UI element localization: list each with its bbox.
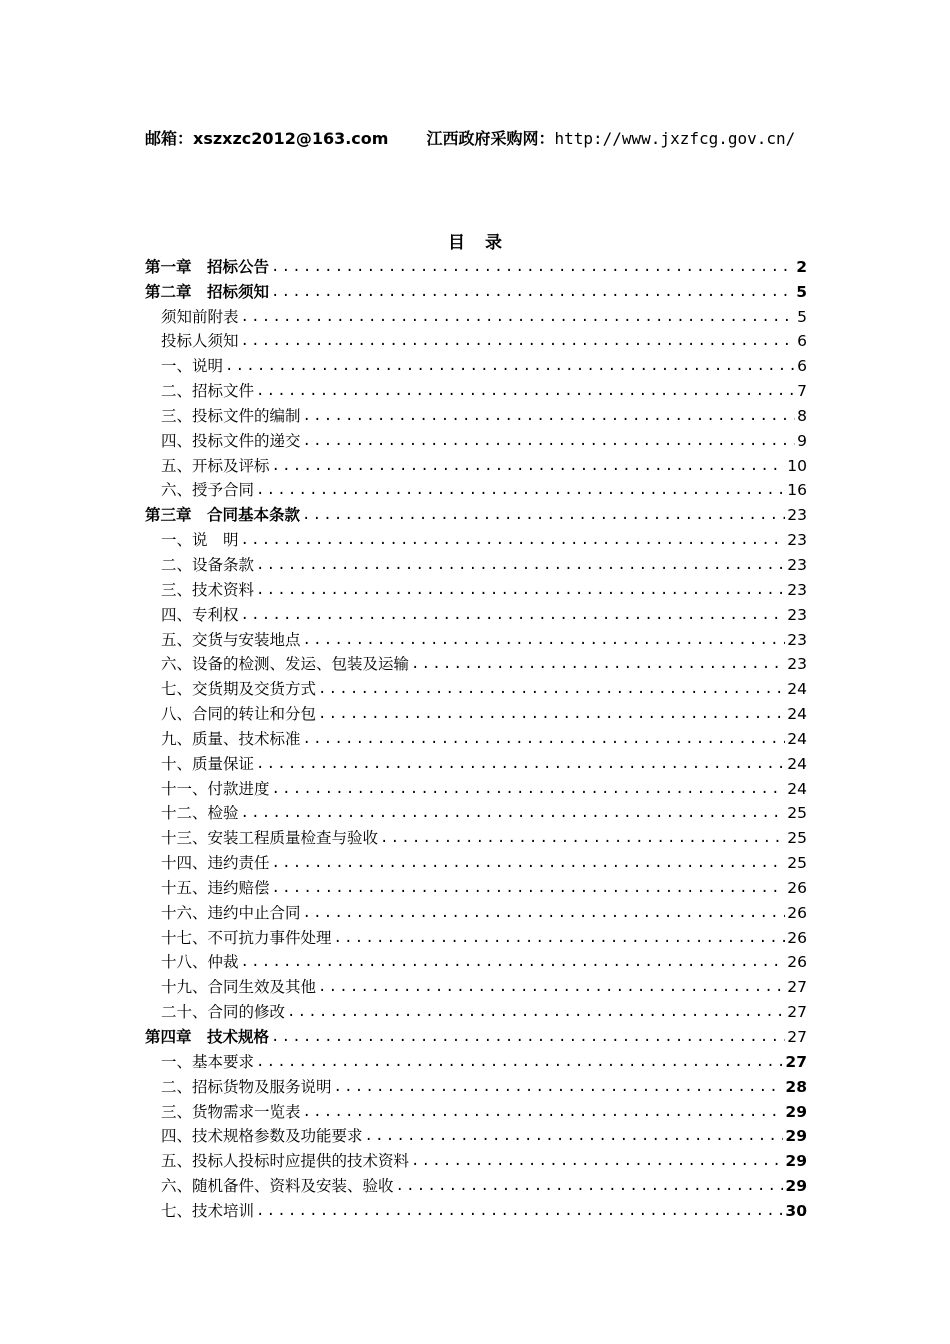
toc-entry-page: 23 — [787, 531, 807, 550]
toc-entry[interactable] — [145, 948, 807, 973]
toc-entry-page: 6 — [797, 357, 807, 376]
toc-entry[interactable] — [145, 625, 807, 650]
toc-entry[interactable] — [145, 674, 807, 699]
toc-leader — [241, 531, 786, 550]
toc-entry[interactable] — [145, 600, 807, 625]
toc-leader — [225, 357, 795, 376]
toc-entry-text: 五、开标及评标 — [161, 456, 270, 475]
toc-leader — [256, 1202, 783, 1221]
toc-entry-page: 29 — [785, 1152, 807, 1171]
toc-entry-text: 六、随机备件、资料及安装、验收 — [161, 1177, 394, 1196]
toc-entry-text: 十三、安装工程质量检查与验收 — [161, 829, 379, 848]
toc-entry-text: 五、交货与安装地点 — [161, 630, 301, 649]
site-url: http://www.jxzfcg.gov.cn/ — [554, 129, 796, 148]
toc-entry-text: 十六、违约中止合同 — [161, 903, 301, 922]
toc-entry-page: 24 — [787, 779, 807, 798]
toc-entry[interactable] — [145, 1196, 807, 1221]
toc-entry[interactable] — [145, 724, 807, 749]
toc-entry-page: 23 — [787, 605, 807, 624]
toc-entry-page: 27 — [785, 1052, 807, 1071]
toc-leader — [272, 854, 786, 873]
toc-entry-text: 第二章 招标须知 — [145, 282, 270, 301]
toc-entry-text: 须知前附表 — [161, 307, 239, 326]
toc-entry[interactable] — [145, 848, 807, 873]
toc-leader — [241, 804, 786, 823]
toc-leader — [272, 780, 786, 799]
toc-entry-text: 十二、检验 — [161, 804, 239, 823]
toc-leader — [318, 705, 785, 724]
toc-leader — [318, 978, 785, 997]
toc-entry-text: 二、招标文件 — [161, 382, 255, 401]
toc-entry-text: 六、设备的检测、发运、包装及运输 — [161, 655, 410, 674]
toc-entry[interactable] — [145, 327, 807, 352]
toc-entry-text: 十一、付款进度 — [161, 779, 270, 798]
toc-entry-text: 投标人须知 — [161, 332, 239, 351]
toc-leader — [241, 606, 786, 625]
toc-leader — [241, 308, 796, 327]
toc-leader — [241, 953, 786, 972]
toc-entry-text: 二、设备条款 — [161, 555, 255, 574]
toc-entry-page: 24 — [787, 754, 807, 773]
toc-leader — [302, 506, 785, 525]
toc-entry-page: 26 — [787, 903, 807, 922]
toc-leader — [334, 1078, 784, 1097]
toc-entry-page: 23 — [787, 580, 807, 599]
toc-entry-page: 24 — [787, 680, 807, 699]
toc-entry-page: 26 — [787, 953, 807, 972]
toc-leader — [271, 258, 794, 277]
toc-leader — [380, 829, 785, 848]
toc-entry-text: 一、说明 — [161, 357, 224, 376]
toc-entry[interactable] — [145, 1072, 807, 1097]
toc-entry[interactable] — [145, 351, 807, 376]
toc-title-left: 目 — [448, 233, 465, 253]
toc-entry[interactable] — [145, 749, 807, 774]
toc-entry[interactable] — [145, 972, 807, 997]
toc-leader — [411, 655, 785, 674]
toc-entry[interactable] — [145, 1122, 807, 1147]
toc-entry-text: 三、货物需求一览表 — [161, 1102, 301, 1121]
toc-leader — [256, 481, 785, 500]
toc-entry-page: 6 — [797, 332, 807, 351]
toc-entry-page: 8 — [797, 406, 807, 425]
toc-leader — [271, 1028, 785, 1047]
toc-entry-page: 24 — [787, 729, 807, 748]
toc-entry-page: 2 — [796, 257, 807, 276]
toc-leader — [271, 283, 794, 302]
toc-entry[interactable] — [145, 1047, 807, 1072]
toc-entry-chapter-1[interactable] — [145, 252, 807, 277]
toc-entry-page: 23 — [787, 630, 807, 649]
email-label: 邮箱： — [145, 129, 194, 148]
toc-leader — [256, 1053, 783, 1072]
toc-entry-page: 23 — [787, 655, 807, 674]
toc-entry[interactable] — [145, 997, 807, 1022]
toc-entry-text: 十九、合同生效及其他 — [161, 978, 317, 997]
toc-entry[interactable] — [145, 898, 807, 923]
toc-entry[interactable] — [145, 823, 807, 848]
toc-leader — [365, 1127, 784, 1146]
toc-leader — [256, 755, 785, 774]
toc-entry-page: 30 — [785, 1201, 807, 1220]
toc-entry-text: 三、技术资料 — [161, 580, 255, 599]
toc-entry[interactable] — [145, 550, 807, 575]
toc-entry-text: 七、技术培训 — [161, 1201, 255, 1220]
toc-entry[interactable] — [145, 451, 807, 476]
toc-entry-text: 六、授予合同 — [161, 481, 255, 500]
email-address: xszxzc2012@163.com — [193, 129, 389, 148]
toc-entry-page: 24 — [787, 705, 807, 724]
toc-entry-page: 9 — [797, 431, 807, 450]
toc-leader — [411, 1152, 783, 1171]
toc-entry-text: 一、基本要求 — [161, 1052, 255, 1071]
toc-entry-text: 三、投标文件的编制 — [161, 406, 301, 425]
toc-entry-text: 五、投标人投标时应提供的技术资料 — [161, 1152, 410, 1171]
toc-entry-page: 23 — [787, 506, 807, 525]
toc-entry[interactable] — [145, 774, 807, 799]
toc-entry-page: 7 — [797, 382, 807, 401]
toc-title — [0, 228, 950, 253]
toc-entry[interactable] — [145, 1171, 807, 1196]
toc-entry-text: 七、交货期及交货方式 — [161, 680, 317, 699]
toc-leader — [303, 730, 786, 749]
toc-entry[interactable] — [145, 575, 807, 600]
toc-leader — [256, 382, 795, 401]
toc-entry[interactable] — [145, 650, 807, 675]
toc-entry-text: 四、投标文件的递交 — [161, 431, 301, 450]
toc-entry-page: 27 — [787, 1003, 807, 1022]
toc-entry[interactable] — [145, 401, 807, 426]
toc-leader — [241, 332, 796, 351]
toc-entry-text: 一、说 明 — [161, 531, 239, 550]
toc-entry-page: 5 — [796, 282, 807, 301]
toc-leader — [272, 879, 786, 898]
toc-entry-page: 26 — [787, 878, 807, 897]
toc-entry-page: 28 — [785, 1077, 807, 1096]
toc-entry-text: 十七、不可抗力事件处理 — [161, 928, 332, 947]
toc-entry-text: 二十、合同的修改 — [161, 1003, 286, 1022]
toc-entry-page: 10 — [787, 456, 807, 475]
toc-entry-text: 九、质量、技术标准 — [161, 729, 301, 748]
toc-entry-text: 第一章 招标公告 — [145, 257, 270, 276]
toc-entry[interactable] — [145, 525, 807, 550]
toc-entry-page: 5 — [797, 307, 807, 326]
toc-leader — [256, 581, 785, 600]
toc-entry[interactable] — [145, 476, 807, 501]
toc-entry-page: 25 — [787, 804, 807, 823]
toc-leader — [272, 457, 786, 476]
toc-entry-text: 八、合同的转让和分包 — [161, 705, 317, 724]
toc-entry-page: 29 — [785, 1177, 807, 1196]
toc-entry[interactable] — [145, 873, 807, 898]
toc-entry-text: 十五、违约赔偿 — [161, 878, 270, 897]
toc-entry-text: 十四、违约责任 — [161, 854, 270, 873]
toc-leader — [318, 680, 785, 699]
toc-entry-page: 25 — [787, 829, 807, 848]
toc-leader — [334, 929, 786, 948]
toc-entry-page: 23 — [787, 555, 807, 574]
toc-leader — [256, 556, 785, 575]
toc-entry-text: 第三章 合同基本条款 — [145, 506, 301, 525]
toc-entry-page: 27 — [787, 1028, 807, 1046]
toc-title-right: 录 — [485, 233, 502, 253]
toc-entry[interactable] — [145, 799, 807, 824]
toc-entry[interactable] — [145, 1146, 807, 1171]
toc-entry-text: 四、技术规格参数及功能要求 — [161, 1127, 363, 1146]
toc-entry[interactable] — [145, 376, 807, 401]
toc-entry[interactable] — [145, 699, 807, 724]
toc-entry[interactable] — [145, 302, 807, 327]
toc-entry[interactable] — [145, 1097, 807, 1122]
toc-entry-page: 29 — [785, 1102, 807, 1121]
toc-entry-text: 十、质量保证 — [161, 754, 255, 773]
toc-entry-page: 26 — [787, 928, 807, 947]
toc-entry-text: 四、专利权 — [161, 605, 239, 624]
toc-entry-page: 25 — [787, 854, 807, 873]
toc-leader — [303, 631, 786, 650]
toc-entry[interactable] — [145, 923, 807, 948]
toc-leader — [287, 1003, 785, 1022]
table-of-contents — [145, 252, 807, 1221]
toc-entry-page: 27 — [787, 978, 807, 997]
toc-leader — [303, 432, 796, 451]
toc-leader — [303, 1103, 784, 1122]
toc-entry-chapter-3[interactable] — [145, 500, 807, 525]
toc-entry-text: 十八、仲裁 — [161, 953, 239, 972]
toc-entry[interactable] — [145, 426, 807, 451]
toc-leader — [303, 904, 786, 923]
contact-line — [145, 126, 825, 149]
toc-entry-text: 二、招标货物及服务说明 — [161, 1077, 332, 1096]
toc-entry-chapter-2[interactable] — [145, 277, 807, 302]
toc-leader — [303, 407, 796, 426]
toc-entry-chapter-4[interactable] — [145, 1022, 807, 1047]
toc-entry-page: 16 — [787, 481, 807, 500]
site-label: 江西政府采购网： — [426, 129, 555, 148]
toc-entry-text: 第四章 技术规格 — [145, 1028, 270, 1046]
toc-entry-page: 29 — [785, 1127, 807, 1146]
toc-leader — [396, 1177, 784, 1196]
